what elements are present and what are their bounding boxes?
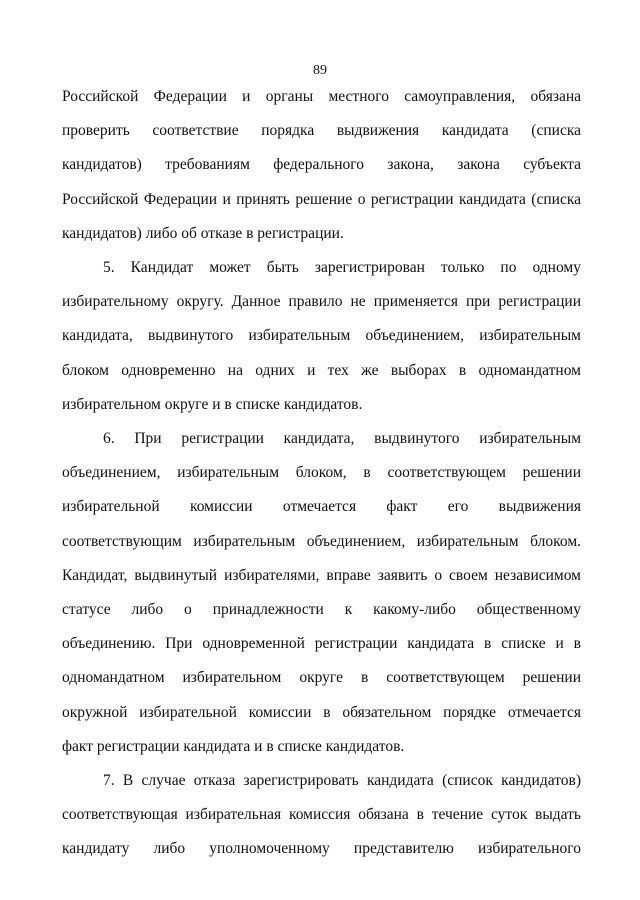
paragraph-item-6 bbox=[62, 422, 581, 764]
text-line: избирательной комиссии отмечается факт его выдвижения bbox=[62, 498, 581, 516]
paragraph-item-5 bbox=[62, 251, 581, 422]
paragraph-item-7 bbox=[62, 764, 581, 867]
text-line: 5. Кандидат может быть зарегистрирован только по одному bbox=[103, 259, 581, 277]
text-line: избирательном округе и в списке кандидатов. bbox=[62, 395, 363, 413]
text-line: блоком одновременно на одних и тех же выборах в одномандатном bbox=[62, 361, 581, 379]
text-line: окружной избирательной комиссии в обязательном порядке отмечается bbox=[62, 703, 581, 721]
text-line: одномандатном избирательном округе в соответствующем решении bbox=[62, 669, 581, 687]
text-line: избирательному округу. Данное правило не применяется при регистрации bbox=[62, 293, 581, 311]
text-line: Российской Федерации и органы местного самоуправления, обязана bbox=[62, 88, 581, 105]
text-line: кандидатов) требованиям федерального закона, закона субъекта bbox=[62, 156, 581, 174]
text-line: факт регистрации кандидата и в списке кандидатов. bbox=[62, 737, 405, 755]
text-line: кандидата, выдвинутого избирательным объединением, избирательным bbox=[62, 327, 581, 345]
text-line: Российской Федерации и принять решение о регистрации кандидата (списка bbox=[62, 190, 581, 208]
text-line: 7. В случае отказа зарегистрировать кандидата (список кандидатов) bbox=[103, 772, 581, 790]
text-line: кандидату либо уполномоченному представителю избирательного bbox=[62, 840, 581, 858]
text-line: соответствующим избирательным объединением, избирательным блоком. bbox=[62, 532, 581, 550]
text-line: объединению. При одновременной регистрации кандидата в списке и в bbox=[62, 635, 581, 653]
text-line: Кандидат, выдвинутый избирателями, вправе заявить о своем независимом bbox=[62, 566, 581, 584]
text-line: проверить соответствие порядка выдвижения кандидата (списка bbox=[62, 122, 581, 140]
text-line: объединением, избирательным блоком, в соответствующем решении bbox=[62, 464, 581, 482]
text-line: статусе либо о принадлежности к какому-либо общественному bbox=[62, 601, 581, 619]
page-number: 89 bbox=[313, 63, 327, 78]
paragraph-continuation bbox=[62, 80, 581, 251]
text-line: соответствующая избирательная комиссия обязана в течение суток выдать bbox=[62, 806, 581, 824]
document-body bbox=[62, 80, 581, 867]
text-line: кандидатов) либо об отказе в регистрации. bbox=[62, 224, 344, 242]
text-line: 6. При регистрации кандидата, выдвинутого избирательным bbox=[103, 430, 581, 448]
